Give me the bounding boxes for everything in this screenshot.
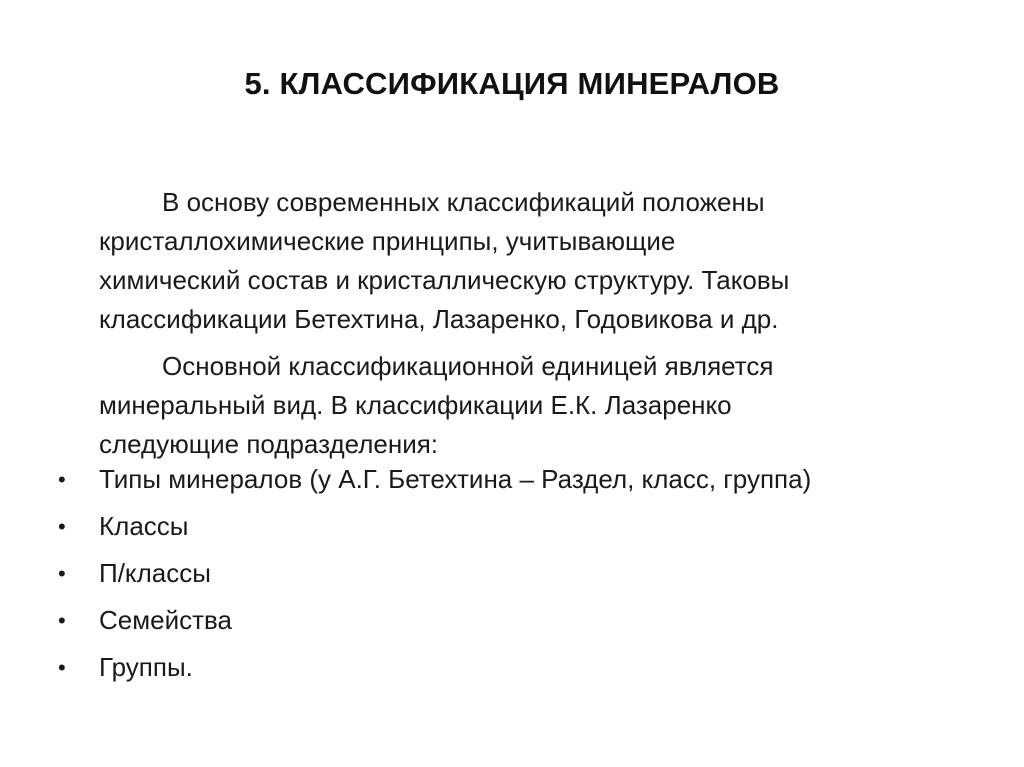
slide-title: 5. КЛАССИФИКАЦИЯ МИНЕРАЛОВ — [244, 66, 780, 101]
list-item-text: П/классы — [99, 558, 211, 588]
bullet-icon: • — [58, 467, 66, 492]
list-item — [56, 456, 811, 503]
list-item-text: Классы — [99, 511, 189, 541]
paragraph-line: кристаллохимические принципы, учитывающие — [99, 226, 676, 256]
paragraph-line: Основной классификационной единицей является — [162, 351, 774, 381]
list-item-text: Типы минералов (у А.Г. Бетехтина – Раздел, класс, группа) — [99, 464, 812, 494]
paragraph-line: классификации Бетехтина, Лазаренко, Годовикова и др. — [99, 304, 779, 334]
bullet-icon: • — [58, 514, 66, 539]
bullet-icon: • — [58, 608, 66, 633]
paragraph-1 — [99, 183, 959, 339]
list-item — [56, 550, 811, 597]
bullet-list — [56, 456, 811, 691]
list-item — [56, 597, 811, 644]
slide-body — [99, 183, 959, 472]
paragraph-line: В основу современных классификаций положены — [162, 187, 765, 217]
paragraph-line: минеральный вид. В классификации Е.К. Лазаренко — [99, 390, 732, 420]
paragraph-2 — [99, 347, 959, 464]
paragraph-line: химический состав и кристаллическую структуру. Таковы — [99, 265, 790, 295]
list-item — [56, 644, 811, 691]
list-item — [56, 503, 811, 550]
list-item-text: Семейства — [99, 605, 232, 635]
bullet-icon: • — [58, 655, 66, 680]
list-item-text: Группы. — [99, 652, 193, 682]
bullet-icon: • — [58, 561, 66, 586]
paragraph-line: следующие подразделения: — [99, 429, 439, 459]
